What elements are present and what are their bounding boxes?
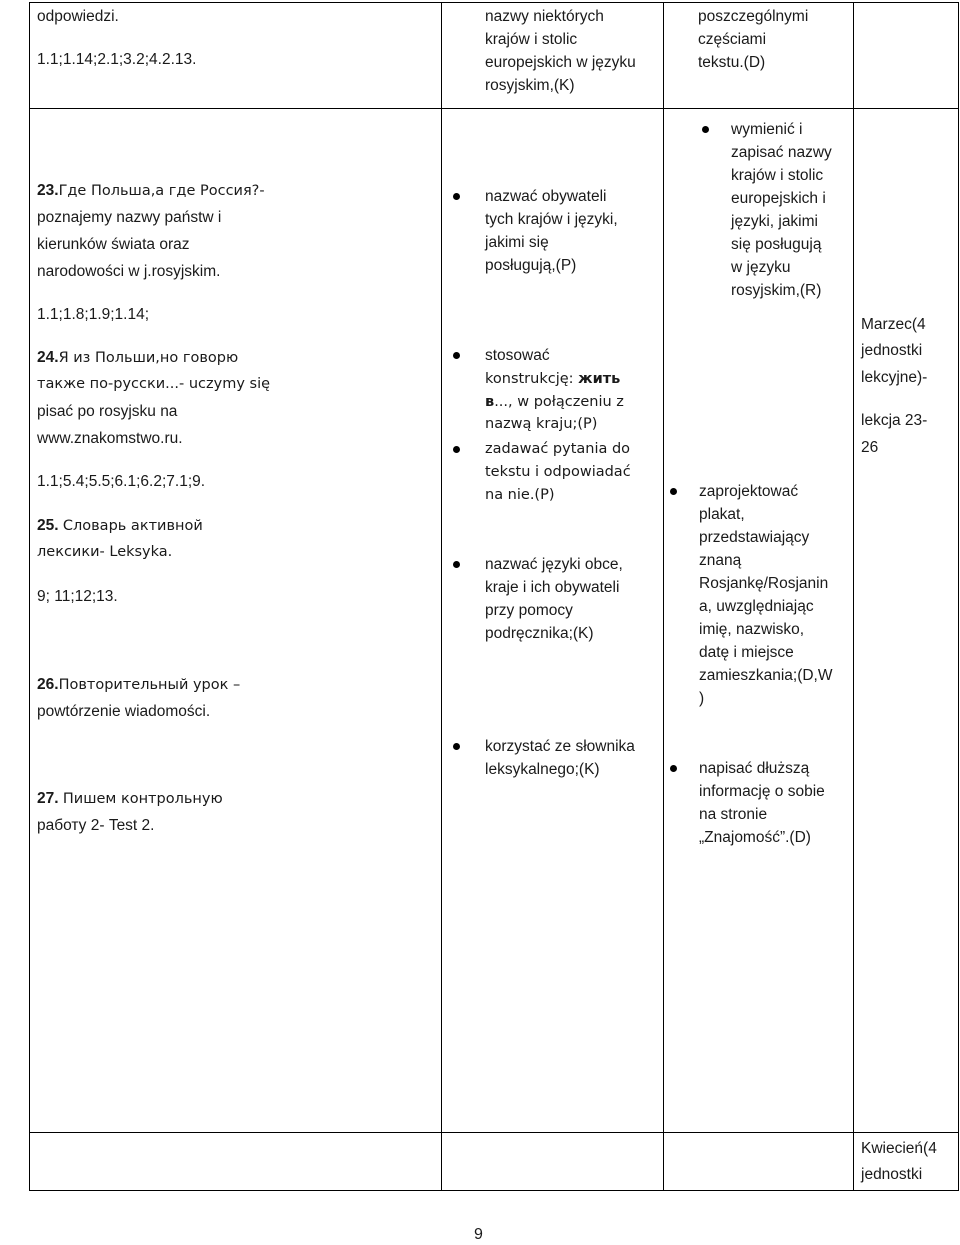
russian-term: в — [485, 394, 495, 410]
objective-line: zaprojektować — [699, 483, 799, 500]
objective-line: języki, jakimi — [731, 213, 818, 230]
objective-line: „Znajomość”.(D) — [699, 829, 811, 846]
bullet-icon — [453, 352, 460, 359]
lesson-23-title-line: poznajemy nazwy państw i — [37, 209, 222, 226]
table-border-right — [958, 2, 959, 1191]
schedule-march-line: lekcja 23- — [861, 412, 928, 429]
lesson-27-title-line: работу 2- Test 2. — [37, 817, 155, 834]
bullet-icon — [670, 765, 677, 772]
lesson-number: 24. — [37, 349, 59, 366]
objective-line: tekstu i odpowiadać — [485, 464, 631, 480]
objective-line: kraje i ich obywateli — [485, 579, 620, 596]
lesson-25-refs: 9; 11;12;13. — [37, 588, 118, 605]
objective-line: przy pomocy — [485, 602, 573, 619]
objective-line: ) — [699, 690, 705, 707]
bullet-icon — [453, 446, 460, 453]
col2-top-line: krajów i stolic — [485, 31, 578, 48]
objective-line: zapisać nazwy — [731, 144, 832, 161]
objective-line: Rosjankę/Rosjanin — [699, 575, 829, 592]
bullet-icon — [670, 488, 677, 495]
objective-line: в..., w połączeniu z — [485, 394, 624, 410]
col3-top-line: tekstu.(D) — [698, 54, 766, 71]
column-divider-3 — [853, 2, 854, 1191]
objective-line: na nie.(P) — [485, 487, 555, 503]
col3-top-line: częściami — [698, 31, 767, 48]
lesson-27-title: 27. Пишем контрольную — [37, 790, 223, 807]
lesson-number: 26. — [37, 676, 59, 693]
objective-line: na stronie — [699, 806, 768, 823]
objective-line: zadawać pytania do — [485, 441, 631, 457]
objective-line: się posługują — [731, 236, 822, 253]
objective-line: rosyjskim,(R) — [731, 282, 822, 299]
lesson-24-title-line: www.znakomstwo.ru. — [37, 430, 183, 447]
row-divider-2 — [29, 1132, 959, 1133]
schedule-march-line: Marzec(4 — [861, 316, 926, 333]
lesson-number: 23. — [37, 182, 59, 199]
schedule-march-line: 26 — [861, 439, 879, 456]
objective-line: konstrukcję: жить — [485, 371, 621, 387]
column-divider-1 — [441, 2, 442, 1191]
schedule-april-line: jednostki — [861, 1166, 923, 1183]
col2-top-line: europejskich w języku — [485, 54, 636, 71]
col1-top-refs: 1.1;1.14;2.1;3.2;4.2.13. — [37, 51, 197, 68]
objective-line: a, uwzględniając — [699, 598, 814, 615]
lesson-number: 25. — [37, 517, 59, 534]
objective-line: informację o sobie — [699, 783, 825, 800]
lesson-26-title: 26.Повторительный урок – — [37, 676, 241, 693]
row-divider-1 — [29, 108, 959, 109]
lesson-24-title: 24.Я из Польши,но говорю — [37, 349, 239, 366]
col1-top-text: odpowiedzi. — [37, 8, 119, 25]
objective-line: datę i miejsce — [699, 644, 794, 661]
objective-line: posługują,(P) — [485, 257, 577, 274]
lesson-23-title: 23.Где Польша,а где Россия?- — [37, 182, 265, 199]
page-number: 9 — [474, 1226, 483, 1243]
bullet-icon — [453, 193, 460, 200]
lesson-23-title-line: kierunków świata oraz — [37, 236, 190, 253]
objective-line: jakimi się — [485, 234, 549, 251]
table-border-top — [29, 2, 959, 3]
lesson-24-title-line: также по-русски...- uczymy się — [37, 376, 271, 392]
objective-line: nazwać obywateli — [485, 188, 607, 205]
objective-line: znaną — [699, 552, 742, 569]
russian-term: жить — [578, 371, 621, 387]
lesson-25-title: 25. Словарь активной — [37, 517, 203, 534]
lesson-24-refs: 1.1;5.4;5.5;6.1;6.2;7.1;9. — [37, 473, 206, 490]
objective-line: korzystać ze słownika — [485, 738, 635, 755]
schedule-april-line: Kwiecień(4 — [861, 1140, 937, 1157]
lesson-26-title-line: powtórzenie wiadomości. — [37, 703, 211, 720]
col2-top-line: rosyjskim,(K) — [485, 77, 575, 94]
bullet-icon — [453, 561, 460, 568]
bullet-icon — [453, 743, 460, 750]
objective-line: przedstawiający — [699, 529, 810, 546]
objective-line: krajów i stolic — [731, 167, 824, 184]
objective-line: nazwą kraju;(P) — [485, 416, 598, 432]
schedule-march-line: lekcyjne)- — [861, 369, 928, 386]
col2-top-line: nazwy niektórych — [485, 8, 604, 25]
objective-line: napisać dłuższą — [699, 760, 810, 777]
table-border-left — [29, 2, 30, 1191]
objective-line: leksykalnego;(K) — [485, 761, 600, 778]
objective-line: wymienić i — [731, 121, 803, 138]
lesson-23-refs: 1.1;1.8;1.9;1.14; — [37, 306, 150, 323]
column-divider-2 — [663, 2, 664, 1191]
objective-line: plakat, — [699, 506, 745, 523]
objective-line: w języku — [731, 259, 791, 276]
schedule-march-line: jednostki — [861, 342, 923, 359]
col3-top-line: poszczególnymi — [698, 8, 809, 25]
objective-line: stosować — [485, 347, 550, 364]
objective-line: nazwać języki obce, — [485, 556, 623, 573]
lesson-24-title-line: pisać po rosyjsku na — [37, 403, 178, 420]
objective-line: podręcznika;(K) — [485, 625, 594, 642]
objective-line: europejskich i — [731, 190, 826, 207]
lesson-number: 27. — [37, 790, 59, 807]
lesson-23-title-line: narodowości w j.rosyjskim. — [37, 263, 221, 280]
objective-line: imię, nazwisko, — [699, 621, 805, 638]
objective-line: zamieszkania;(D,W — [699, 667, 833, 684]
table-border-bottom — [29, 1190, 959, 1191]
lesson-25-title-line: лексики- Leksyka. — [37, 544, 173, 560]
bullet-icon — [702, 126, 709, 133]
objective-line: tych krajów i języki, — [485, 211, 618, 228]
